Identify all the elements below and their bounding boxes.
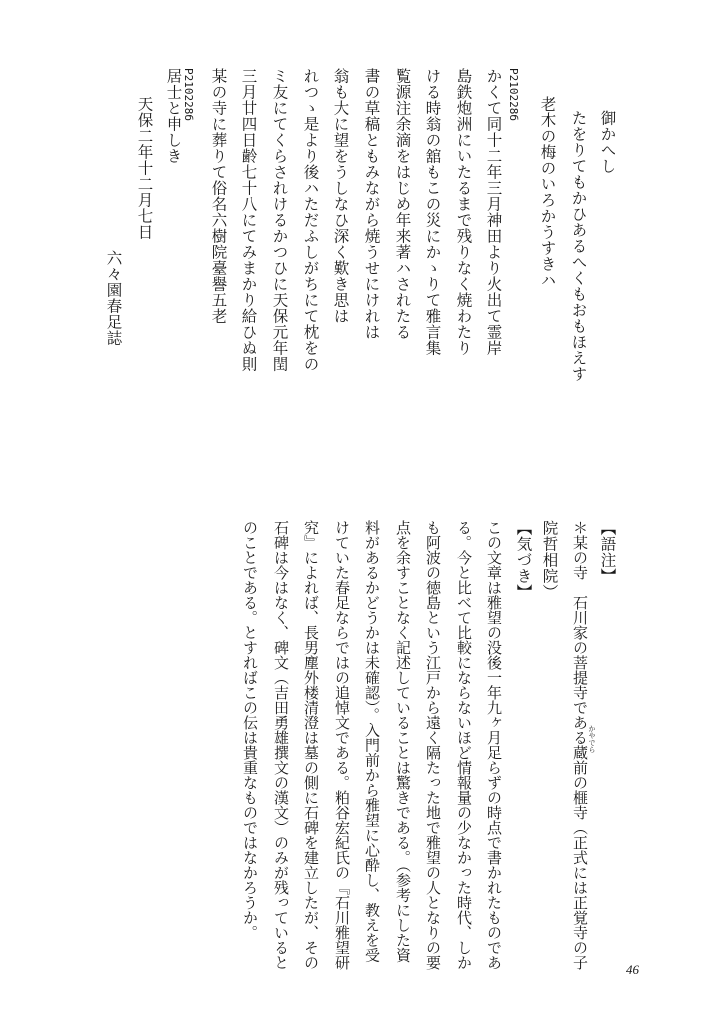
commentary-line: も阿波の徳島という江戸から遠く隔たった地で雅望の人となりの要 <box>424 520 442 970</box>
page-number: 46 <box>626 962 639 977</box>
kizuki-heading: 【気づき】 <box>514 520 533 600</box>
body-line: 居士と申しき <box>164 68 183 164</box>
commentary-line: 石碑は今はなく、碑文（吉田勇雄撰文の漢文）のみが残っていると <box>272 520 290 970</box>
commentary-line: 究』によれば、長男塵外楼清澄は墓の側に石碑を建立したが、その <box>302 520 320 970</box>
commentary-line: 点を余すことなく記述していることは驚きである。（参考にした資 <box>394 520 412 963</box>
heading-gokaeshi: 御かへし <box>598 110 617 174</box>
date-line: 天保二年十二月七日 <box>135 96 154 240</box>
commentary-line: この文章は雅望の没後一年九ヶ月足らずの時点で書かれたものであ <box>485 520 503 970</box>
signature: 六々園春足誌 <box>104 250 123 346</box>
commentary-line: のことである。とすればこの伝は貴重なものではなかろうか。 <box>241 520 259 940</box>
commentary-line: 料があるかどうかは未確認）。入門前から雅望に心酔し、教えを受 <box>363 520 381 963</box>
body-line: 覧源注余滴をはじめ年来著ハされたる <box>393 68 412 340</box>
poem-line: たをりてもかひあるへくもおもほえす <box>569 110 588 382</box>
body-line: 島鉄炮洲にいたるまで残りなく焼わたり <box>454 68 473 356</box>
body-line: 書の草稿ともみながら焼うせにけれは <box>362 68 381 340</box>
record-id: P210228б <box>182 68 195 121</box>
body-line: かくて同十二年三月神田より火出て霊岸 <box>484 68 503 356</box>
record-id: P210228б <box>507 68 520 121</box>
body-line: 翁も大に望をうしなひ深く歎き思は <box>331 68 350 324</box>
poem-line: 老木の梅のいろかうすきハ <box>538 96 557 288</box>
body-line: ける時翁の舘もこの災にかゝりて雅言集 <box>423 68 442 356</box>
body-line: ミ友にてくらされけるかつひに天保元年閏 <box>270 68 289 372</box>
ruby-kayadera: かやでら <box>588 725 596 753</box>
body-line: れつゝ是より後ハただふしがちにて枕をの <box>301 68 320 372</box>
commentary-line: る。今と比べて比較にならないほど情報量の少なかった時代、しか <box>455 520 473 970</box>
gochu-heading: 【語注】 <box>598 520 617 584</box>
body-line: 某の寺に葬りて俗名六樹院臺譽五老 <box>209 68 228 324</box>
note-line: 院哲相院） <box>540 520 559 600</box>
commentary-line: けていた春足ならではの追悼文である。粕谷宏紀氏の『石川雅望研 <box>333 520 351 970</box>
note-line: ＊某の寺 石川家の菩提寺である蔵前の榧寺（正式には正覚寺の子 <box>571 520 589 970</box>
body-line: 三月廿四日齢七十八にてみまかり給ひぬ則 <box>239 68 258 372</box>
